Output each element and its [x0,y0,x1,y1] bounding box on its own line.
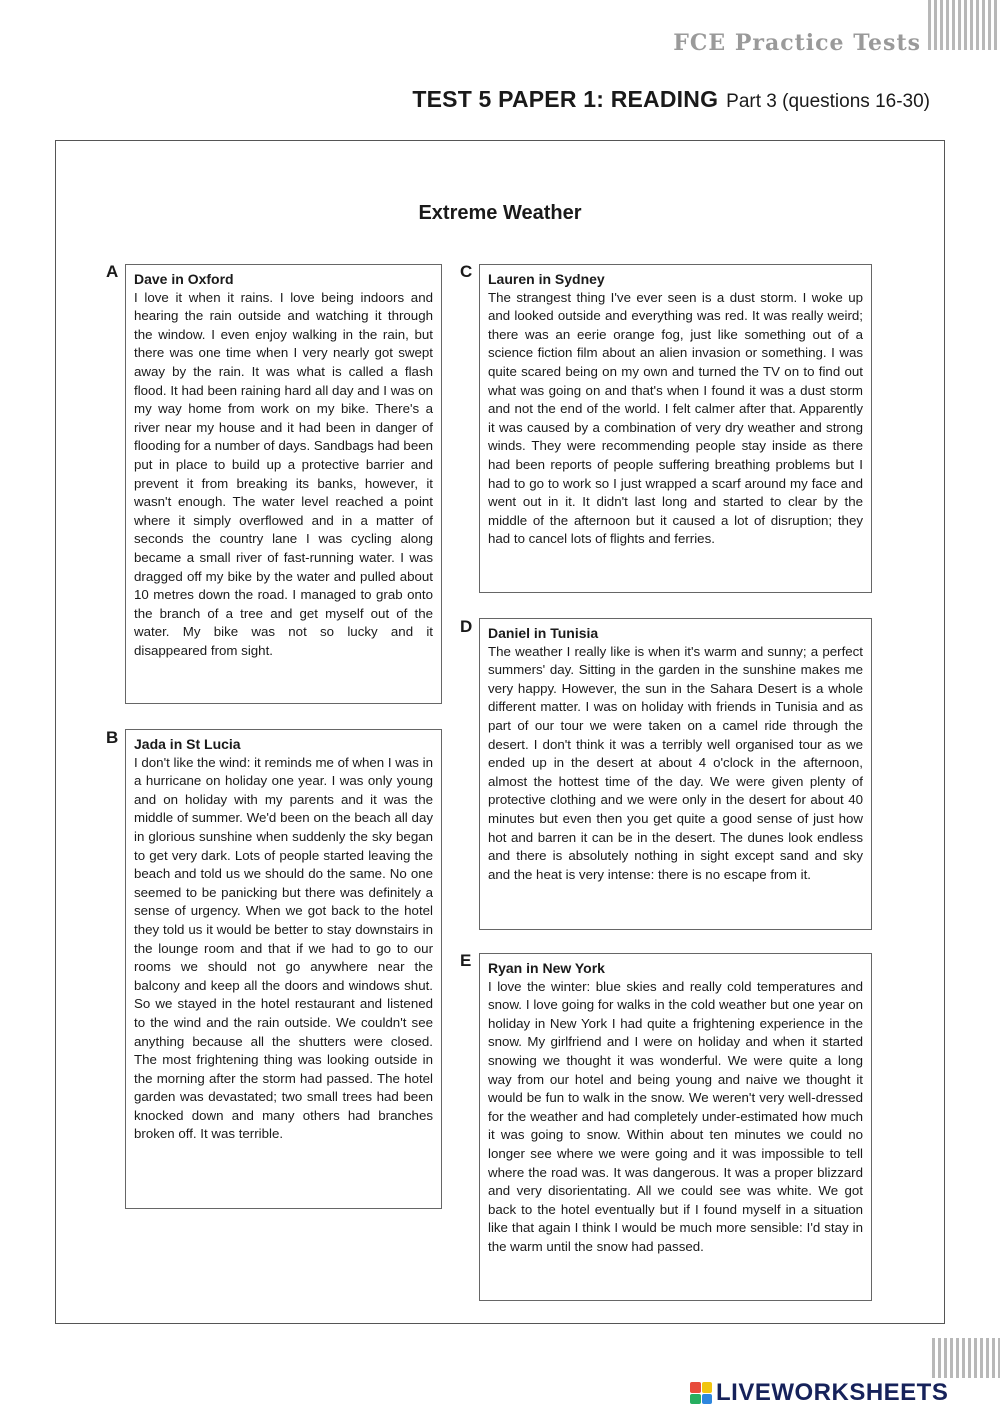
section-b-heading: Jada in St Lucia [134,736,241,752]
section-c-text: The strangest thing I've ever seen is a dust storm. I woke up and looked outside and everything was red. It was really weird; there was an eerie orange fog, just like something out of a science fiction film about an alien invasion or something. I was quite scared being on my own and turned the TV on to find out what was going on and that's when I found it was a dust storm and not the end of the world. I felt calmer after that. Apparently it was caused by a combination of very dry weather and strong winds. They were recommending people stay inside as there had been reports of people suffering breathing problems but I had to go to work so I just wrapped a scarf around my face and went out in it. It didn't last long and started to clear by the middle of the afternoon but it caused a lot of disruption; they had to cancel lots of flights and ferries. [488,289,863,547]
section-d-heading: Daniel in Tunisia [488,625,599,641]
section-c-box [479,264,872,593]
logo-square-blue [702,1394,713,1405]
section-e-letter: E [460,951,472,970]
liveworksheets-brand: LIVEWORKSHEETS [716,1379,949,1406]
page-title: Extreme Weather [418,202,582,224]
section-e-heading: Ryan in New York [488,960,605,976]
section-e-text: I love the winter: blue skies and really cold temperatures and snow. I love going for walks in the cold weather but one year on holiday in New York I had quite a frightening experience in the snow. My girlfriend and I were on holiday and when it started snowing we thought it was wonderful. We were quite a long way from our hotel and being young and naive we thought it would be fun to walk in the snow. We weren't very well-dressed for the weather and had completely under-estimated how much it was going to snow. Within about ten minutes we could no longer see where we were going and it was impossible to tell where the road was. It was dangerous. It was a proper blizzard and very disorientating. All we could see was white. We got back to the hotel eventually but if I found myself in a situation like that again I think I would be much more sensible: I'd stay in the warm until the snow had passed. [488,978,863,1254]
logo-square-yellow [702,1382,713,1393]
series-title: FCE Practice Tests [673,30,921,56]
section-a-heading: Dave in Oxford [134,271,234,287]
section-d-letter: D [460,617,473,636]
test-title [300,86,930,113]
section-a-letter: A [106,262,119,281]
section-d-box [479,618,872,930]
section-a-box [125,264,442,704]
header-stripes-decoration [928,0,1000,50]
logo-square-red [690,1382,701,1393]
part-label: Part 3 (questions 16-30) [726,91,930,112]
section-b-letter: B [106,728,119,747]
section-c-heading: Lauren in Sydney [488,271,605,287]
section-c-letter: C [460,262,473,281]
section-b-box [125,729,442,1209]
liveworksheets-logo-icon [690,1382,712,1404]
section-b-text: I don't like the wind: it reminds me of when I was in a hurricane on holiday one year. I was only young and on holiday with my parents and it was the middle of summer. We'd been on the beach all day in glorious sunshine when suddenly the sky began to get very dark. Lots of people started leaving the beach and told us we should do the same. No one seemed to be panicking but there was definitely a sense of urgency. When we got back to the hotel they told us it would be better to stay downstairs in the lounge room and that if we had to go to our rooms we should not go anywhere near the balcony and keep all the doors and windows shut. So we stayed in the hotel restaurant and listened to the wind and the rain outside. We couldn't see anything because all the shutters were closed. The most frightening thing was looking outside in the morning after the storm had passed. The hotel garden was devastated; two small trees had been knocked down and many others had branches broken off. It was terrible. [134,754,433,1142]
logo-square-green [690,1394,701,1405]
section-d-text: The weather I really like is when it's warm and sunny; a perfect summers' day. Sitting in the garden in the sunshine makes me very happy. However, the sun in the Sahara Desert is a whole different matter. I was on holiday with friends in Tunisia and as part of our tour we were taken on a camel ride through the desert. I don't think it was a terribly well organised tour as we ended up in the desert at about 4 o'clock in the afternoon, almost the hottest time of the day. We were given plenty of protective clothing and we were only in the desert for about 40 minutes but even then you get quite a good sense of just how hot and barren it can be in the desert. The dunes look endless and there is absolutely nothing in sight except sand and sky and the heat is very intense: there is no escape from it. [488,643,863,882]
section-a-text: I love it when it rains. I love being indoors and hearing the rain outside and watching it through the window. I even enjoy walking in the rain, but there was one time when I very nearly got swept away by the rain. It was what is called a flash flood. It had been raining hard all day and I was on my way home from work on my bike. There's a river near my house and it had been in danger of flooding for a number of days. Sandbags had been put in place to build up a protective barrier and prevent it from breaking its banks, however, it wasn't enough. The water level reached a point where it simply overflowed and in a matter of seconds the country lane I was cycling along became a small river of fast-running water. I was dragged off my bike by the water and pulled about 10 metres down the road. I managed to grab onto the branch of a tree and get myself out of the water. My bike was not so lucky and it disappeared from sight. [134,289,433,658]
liveworksheets-footer[interactable] [690,1380,948,1406]
section-e-box [479,953,872,1301]
test-paper-label: TEST 5 PAPER 1: READING [412,86,719,112]
footer-stripes-decoration [932,1338,1000,1378]
